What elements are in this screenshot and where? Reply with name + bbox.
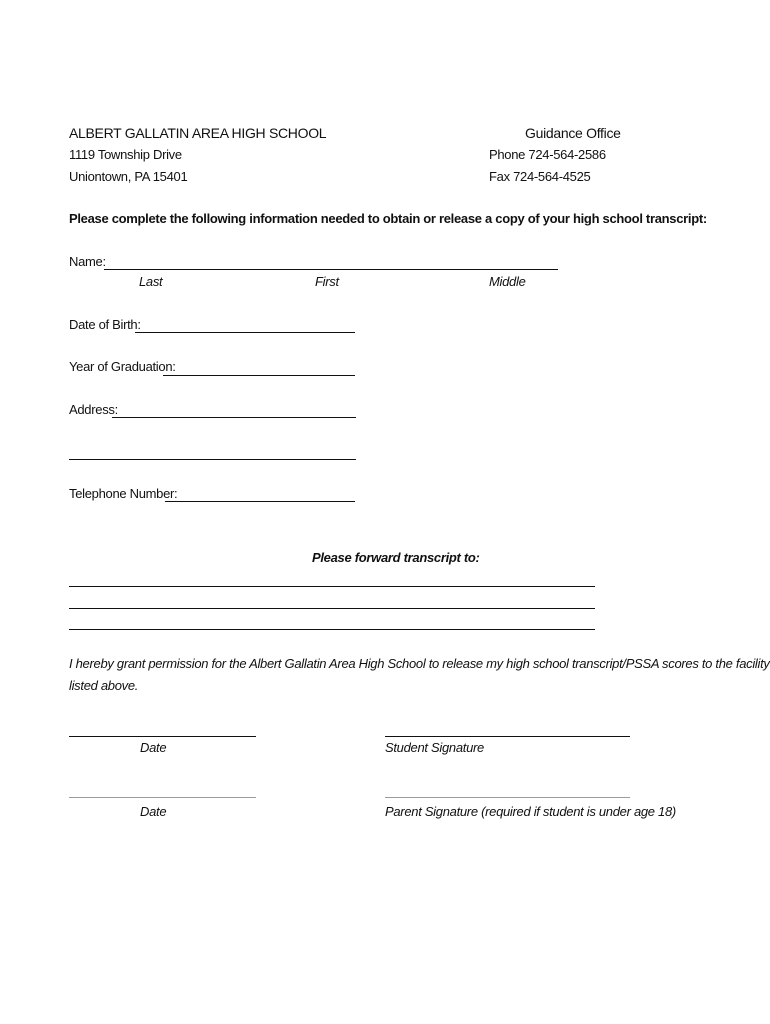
forward-address-line-2[interactable] xyxy=(69,608,595,609)
address-input-line-1[interactable] xyxy=(112,417,356,418)
name-input-line[interactable] xyxy=(104,269,558,270)
date-line-2[interactable] xyxy=(69,797,256,798)
instructions: Please complete the following information needed to obtain or release a copy of your high school transcript: xyxy=(69,211,707,226)
telephone-input-line[interactable] xyxy=(165,501,355,502)
school-city-state-zip: Uniontown, PA 15401 xyxy=(69,169,188,184)
office-fax: Fax 724-564-4525 xyxy=(489,169,591,184)
name-middle-caption: Middle xyxy=(489,274,526,289)
office-name: Guidance Office xyxy=(525,125,621,141)
forward-address-line-3[interactable] xyxy=(69,629,595,630)
dob-input-line[interactable] xyxy=(135,332,355,333)
permission-text-line-2: listed above. xyxy=(69,678,139,693)
student-signature-line[interactable] xyxy=(385,736,630,737)
telephone-label: Telephone Number: xyxy=(69,486,178,501)
graduation-label: Year of Graduation: xyxy=(69,359,176,374)
date-caption-2: Date xyxy=(140,804,167,819)
permission-text-line-1: I hereby grant permission for the Albert Gallatin Area High School to release my high school transcript/PSSA scores to the facility xyxy=(69,656,770,671)
name-label: Name: xyxy=(69,254,106,269)
forward-heading: Please forward transcript to: xyxy=(312,550,480,565)
forward-address-line-1[interactable] xyxy=(69,586,595,587)
school-street: 1119 Township Drive xyxy=(69,147,182,162)
parent-signature-line[interactable] xyxy=(385,797,630,798)
address-label: Address: xyxy=(69,402,118,417)
dob-label: Date of Birth: xyxy=(69,317,141,332)
name-first-caption: First xyxy=(315,274,339,289)
address-input-line-2[interactable] xyxy=(69,459,356,460)
school-name: ALBERT GALLATIN AREA HIGH SCHOOL xyxy=(69,125,327,141)
graduation-input-line[interactable] xyxy=(163,375,355,376)
date-caption-1: Date xyxy=(140,740,167,755)
office-phone: Phone 724-564-2586 xyxy=(489,147,606,162)
date-line-1[interactable] xyxy=(69,736,256,737)
parent-signature-caption: Parent Signature (required if student is under age 18) xyxy=(385,804,676,819)
student-signature-caption: Student Signature xyxy=(385,740,484,755)
name-last-caption: Last xyxy=(139,274,163,289)
